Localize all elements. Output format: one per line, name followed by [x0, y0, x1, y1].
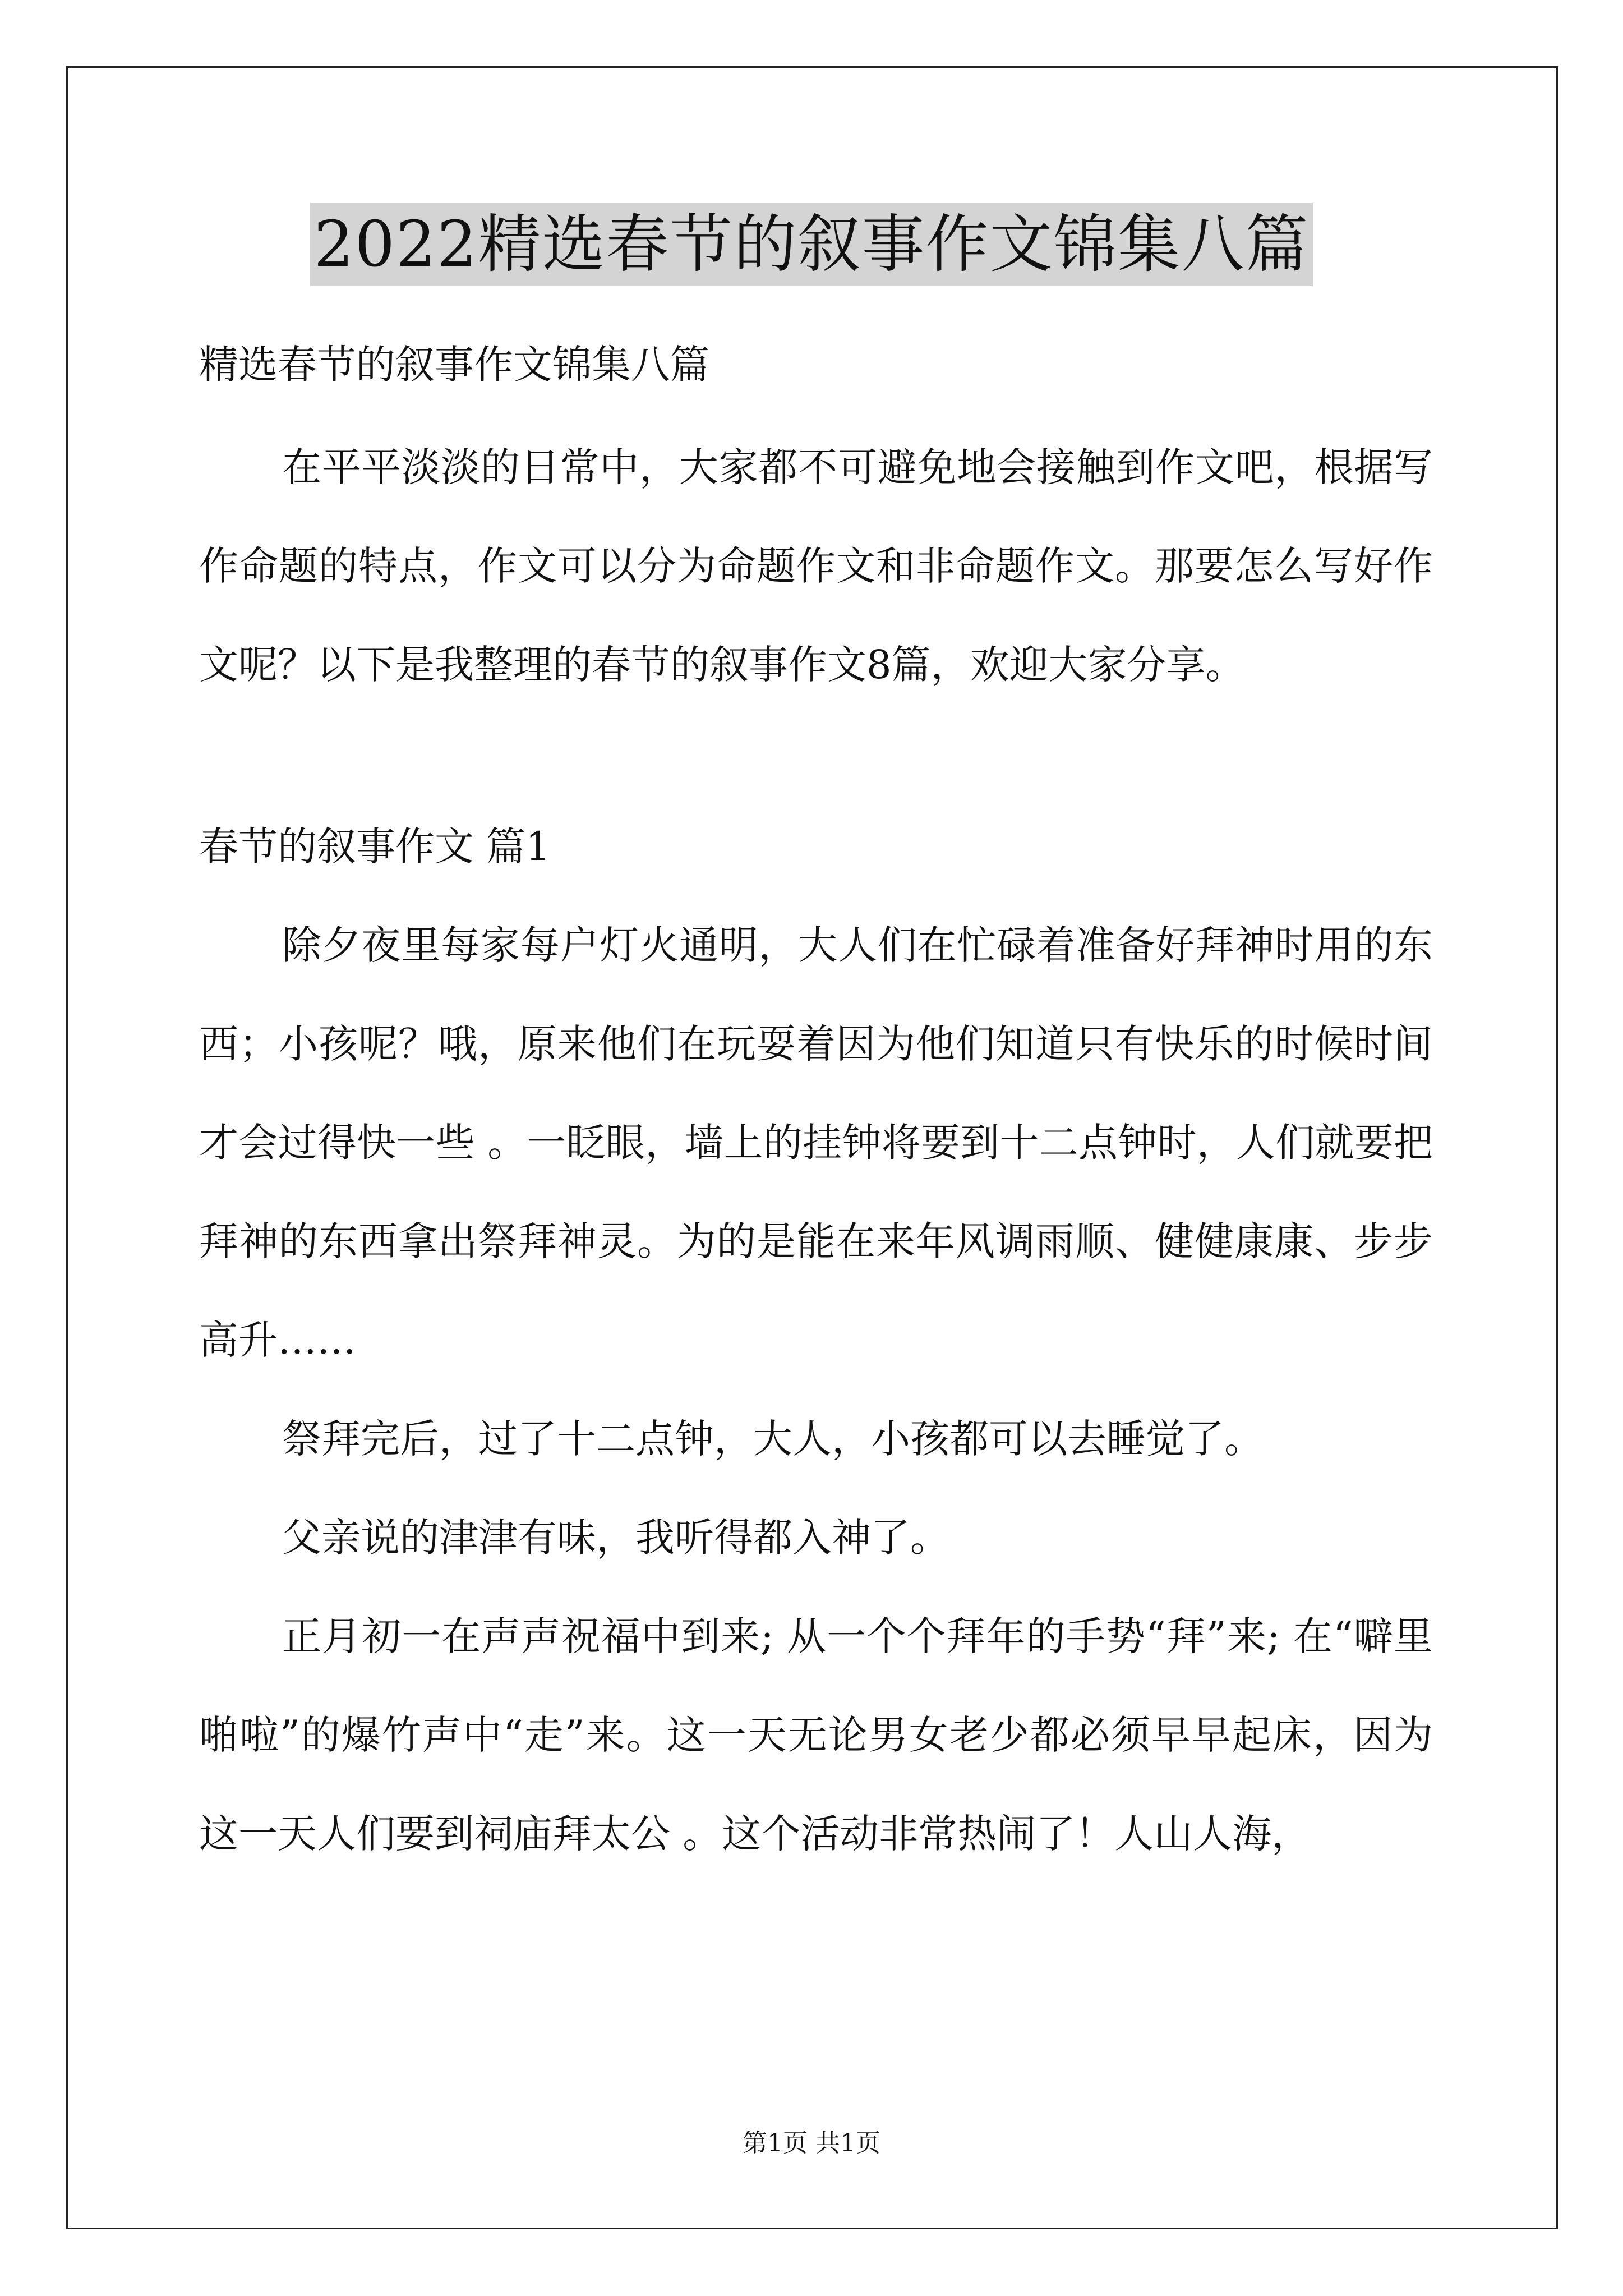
body-paragraph: 正月初一在声声祝福中到来; 从一个个拜年的手势“拜”来; 在“噼里啪啦”的爆竹声中“走”来。这一天无论男女老少都必须早早起床，因为这一天人们要到祠庙拜太公 。这个活动非常热闹了！人山人海，: [199, 1613, 1433, 1857]
document-body: [199, 342, 1433, 1883]
intro-paragraph: 在平平淡淡的日常中，大家都不可避免地会接触到作文吧，根据写作命题的特点，作文可以分为命题作文和非命题作文。那要怎么写好作文呢？以下是我整理的春节的叙事作文8篇，欢迎大家分享。: [199, 444, 1433, 688]
page-footer: 第1页 共1页: [743, 2129, 880, 2157]
document-title: 2022精选春节的叙事作文锦集八篇: [310, 203, 1312, 286]
title-container: [0, 203, 1623, 286]
section-heading: 春节的叙事作文 篇1: [199, 823, 551, 869]
body-paragraph: 祭拜完后，过了十二点钟，大人，小孩都可以去睡觉了。: [282, 1416, 1264, 1462]
body-paragraph: 除夕夜里每家每户灯火通明，大人们在忙碌着准备好拜神时用的东西；小孩呢？哦，原来他们在玩耍着因为他们知道只有快乐的时候时间才会过得快一些 。一眨眼，墙上的挂钟将要到十二点钟时，人们就要把拜神的东西拿出祭拜神灵。为的是能在来年风调雨顺、健健康康、步步高升……: [199, 922, 1433, 1363]
body-paragraph: 父亲说的津津有味，我听得都入神了。: [282, 1515, 949, 1561]
document-subtitle: 精选春节的叙事作文锦集八篇: [199, 342, 709, 388]
